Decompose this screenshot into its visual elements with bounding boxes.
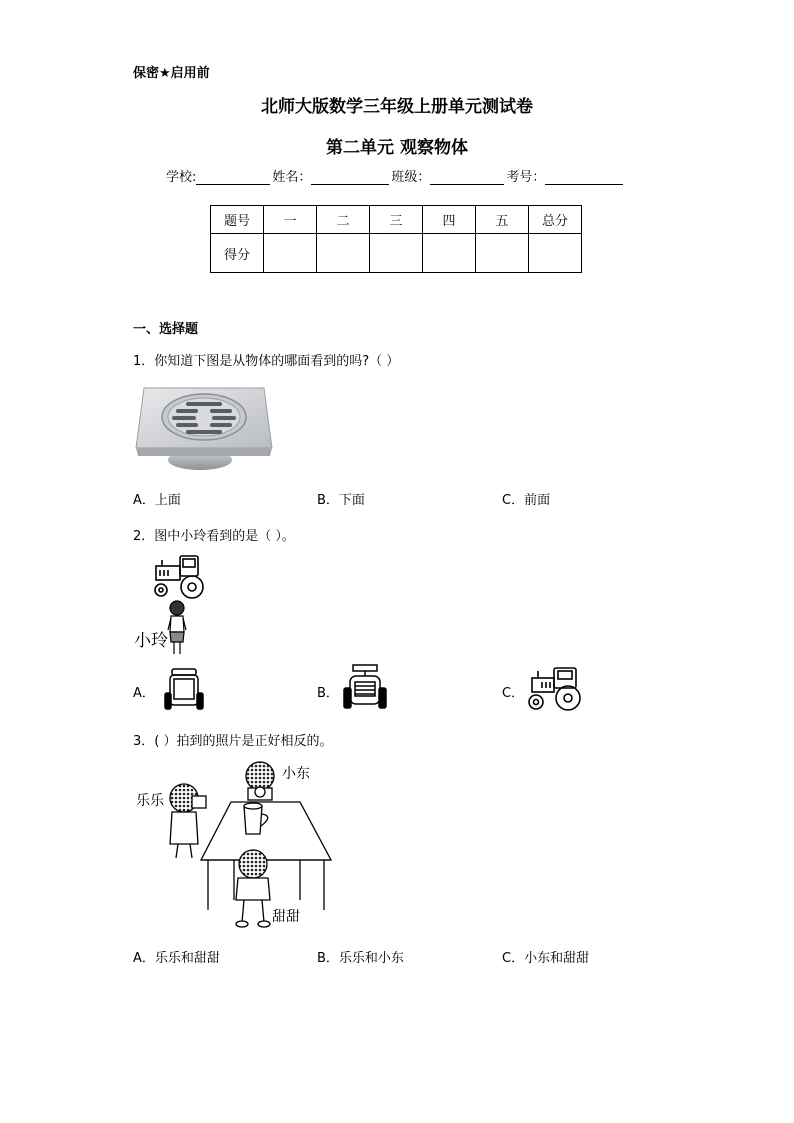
question-2-text: 2．图中小玲看到的是（ ）。 [133,529,295,544]
score-header-cell: 题号 [211,206,264,234]
score-header-cell: 四 [423,206,476,234]
q3-option-c[interactable]: C．小东和甜甜 [502,951,590,966]
figure-label-lele: 乐乐 [136,793,164,809]
page-title: 北师大版数学三年级上册单元测试卷 [261,97,533,117]
score-cell[interactable] [264,234,317,273]
tractor-side-icon [150,554,210,602]
floor-drain-image [134,386,274,472]
school-blank[interactable] [196,170,270,185]
score-cell[interactable] [476,234,529,273]
q1-option-c[interactable]: C．前面 [502,493,551,508]
question-1-text: 1．你知道下图是从物体的哪面看到的吗?（ ） [133,354,400,369]
student-info-line [166,166,625,185]
figure-label-xiaoling: 小玲 [134,631,168,651]
q2-option-b[interactable]: B． [317,686,339,701]
q2-option-a[interactable]: A． [133,686,155,701]
score-cell[interactable] [529,234,582,273]
score-cell[interactable] [370,234,423,273]
tractor-front-view-icon [343,664,387,712]
score-row-label: 得分 [211,234,264,273]
score-table [210,205,582,273]
figure-label-tiantian: 甜甜 [272,909,300,925]
q1-option-b[interactable]: B．下面 [317,493,365,508]
girl-figure-icon [167,600,187,656]
class-blank[interactable] [430,170,504,185]
score-header-cell: 一 [264,206,317,234]
q2-option-c[interactable]: C． [502,686,525,701]
q3-option-b[interactable]: B．乐乐和小东 [317,951,404,966]
score-cell[interactable] [423,234,476,273]
score-header-cell: 五 [476,206,529,234]
score-header-cell: 三 [370,206,423,234]
q1-option-a[interactable]: A．上面 [133,493,181,508]
class-label: 班级： [391,170,431,185]
school-label: 学校: [166,170,197,185]
score-cell[interactable] [317,234,370,273]
page-subtitle: 第二单元 观察物体 [326,138,468,158]
score-header-cell: 总分 [529,206,582,234]
score-header-cell: 二 [317,206,370,234]
tractor-back-view-icon [164,667,204,713]
score-table-header-row [211,206,582,234]
number-blank[interactable] [545,170,623,185]
question-3-text: 3．( ）拍到的照片是正好相反的。 [133,734,333,749]
table-photo-scene-image [134,760,334,932]
tractor-side-view-icon [526,666,584,712]
q3-option-a[interactable]: A．乐乐和甜甜 [133,951,220,966]
name-blank[interactable] [311,170,389,185]
figure-label-xiaodong: 小东 [282,766,310,782]
score-table-score-row [211,234,582,273]
name-label: 姓名： [272,170,312,185]
number-label: 考号： [506,170,546,185]
section-title: 一、选择题 [133,322,199,337]
confidential-label: 保密★启用前 [133,66,210,81]
